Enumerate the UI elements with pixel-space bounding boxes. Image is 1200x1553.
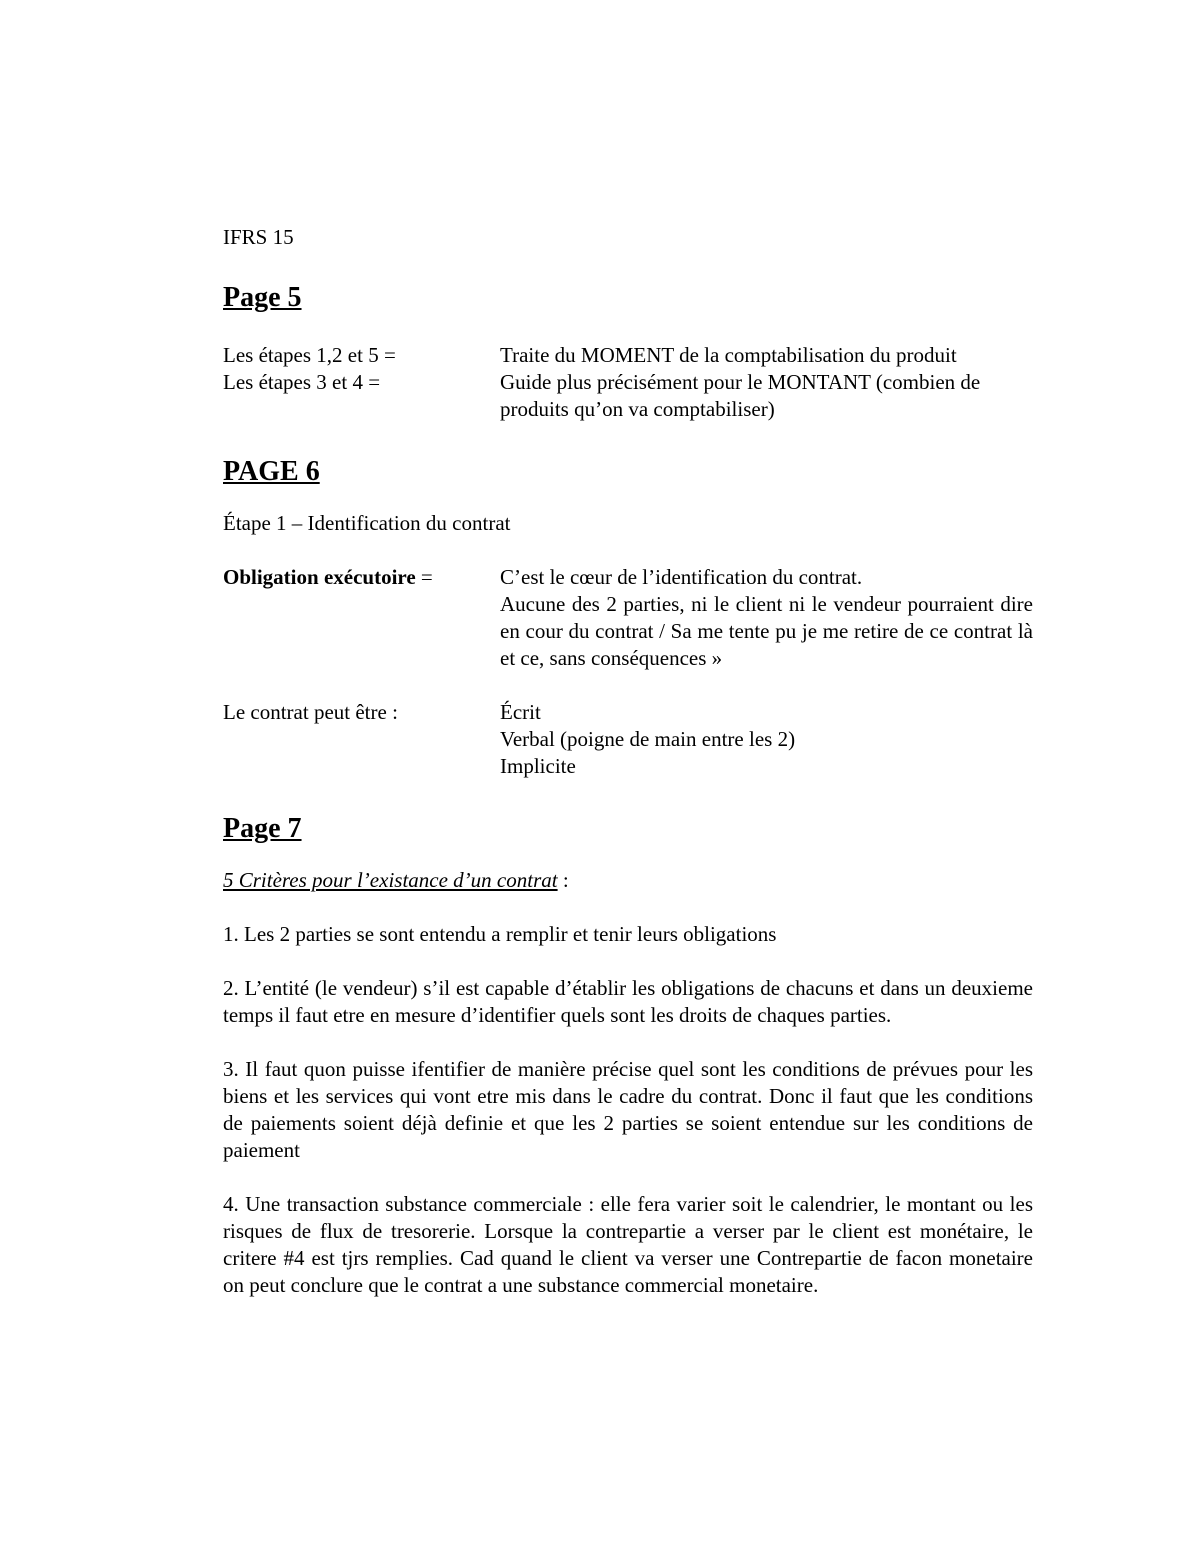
criteria-title-text: 5 Critères pour l’existance d’un contrat	[223, 868, 558, 892]
page5-table	[223, 342, 1033, 423]
heading-page-7: Page 7	[223, 813, 302, 844]
obligation-term: Obligation exécutoire	[223, 565, 416, 589]
obligation-equals: =	[415, 565, 433, 589]
obligation-text	[500, 564, 1033, 672]
contract-form-item: Implicite	[500, 754, 576, 778]
criteria-title-colon: :	[557, 868, 569, 892]
document-content	[223, 224, 1033, 1299]
heading-page-6: PAGE 6	[223, 456, 320, 487]
contract-form-item: Écrit	[500, 700, 541, 724]
criterion-item: 2. L’entité (le vendeur) s’il est capable d’établir les obligations de chacuns et dans un deuxieme temps il faut etre en mesure d’identifier quels sont les droits de chaques parties.	[223, 976, 1033, 1027]
criterion-item: 1. Les 2 parties se sont entendu a remplir et tenir leurs obligations	[223, 922, 777, 946]
obligation-label	[223, 564, 500, 672]
obligation-block	[223, 564, 1033, 672]
contract-forms-label: Le contrat peut être :	[223, 700, 398, 724]
page5-row	[223, 342, 1033, 369]
obligation-line: Aucune des 2 parties, ni le client ni le vendeur pourraient dire en cour du contrat / Sa me tente pu je me retire de ce contrat là et ce, sans conséquences »	[500, 592, 1033, 670]
criterion-item: 4. Une transaction substance commerciale : elle fera varier soit le calendrier, le montant ou les risques de flux de tresorerie. Lorsque la contrepartie a verser par le client est monétaire, le critere #4 est tjrs remplies. Cad quand le client va verser une Contrepartie de facon monetaire on peut conclure que le contrat a une substance commercial monetaire.	[223, 1192, 1033, 1297]
heading-page-5: Page 5	[223, 282, 302, 313]
contract-forms-list	[500, 699, 1033, 780]
page5-row	[223, 369, 1033, 423]
obligation-line: C’est le cœur de l’identification du contrat.	[500, 565, 863, 589]
contract-form-item: Verbal (poigne de main entre les 2)	[500, 727, 796, 751]
contract-forms-block	[223, 699, 1033, 780]
page5-row-label: Les étapes 1,2 et 5 =	[223, 343, 396, 367]
document-title: IFRS 15	[223, 225, 294, 249]
criteria-title	[223, 867, 1033, 894]
step-1-title: Étape 1 – Identification du contrat	[223, 511, 511, 535]
criterion-item: 3. Il faut quon puisse ifentifier de manière précise quel sont les conditions de prévues pour les biens et les services qui vont etre mis dans le cadre du contrat. Donc il faut que les conditions de paiements soient déjà definie et que les 2 parties se soient entendue sur les conditions de paiement	[223, 1057, 1033, 1162]
page5-row-text: Traite du MOMENT de la comptabilisation du produit	[500, 343, 957, 367]
page5-row-text: Guide plus précisément pour le MONTANT (combien de produits qu’on va comptabiliser)	[500, 370, 981, 421]
page5-row-label: Les étapes 3 et 4 =	[223, 370, 381, 394]
